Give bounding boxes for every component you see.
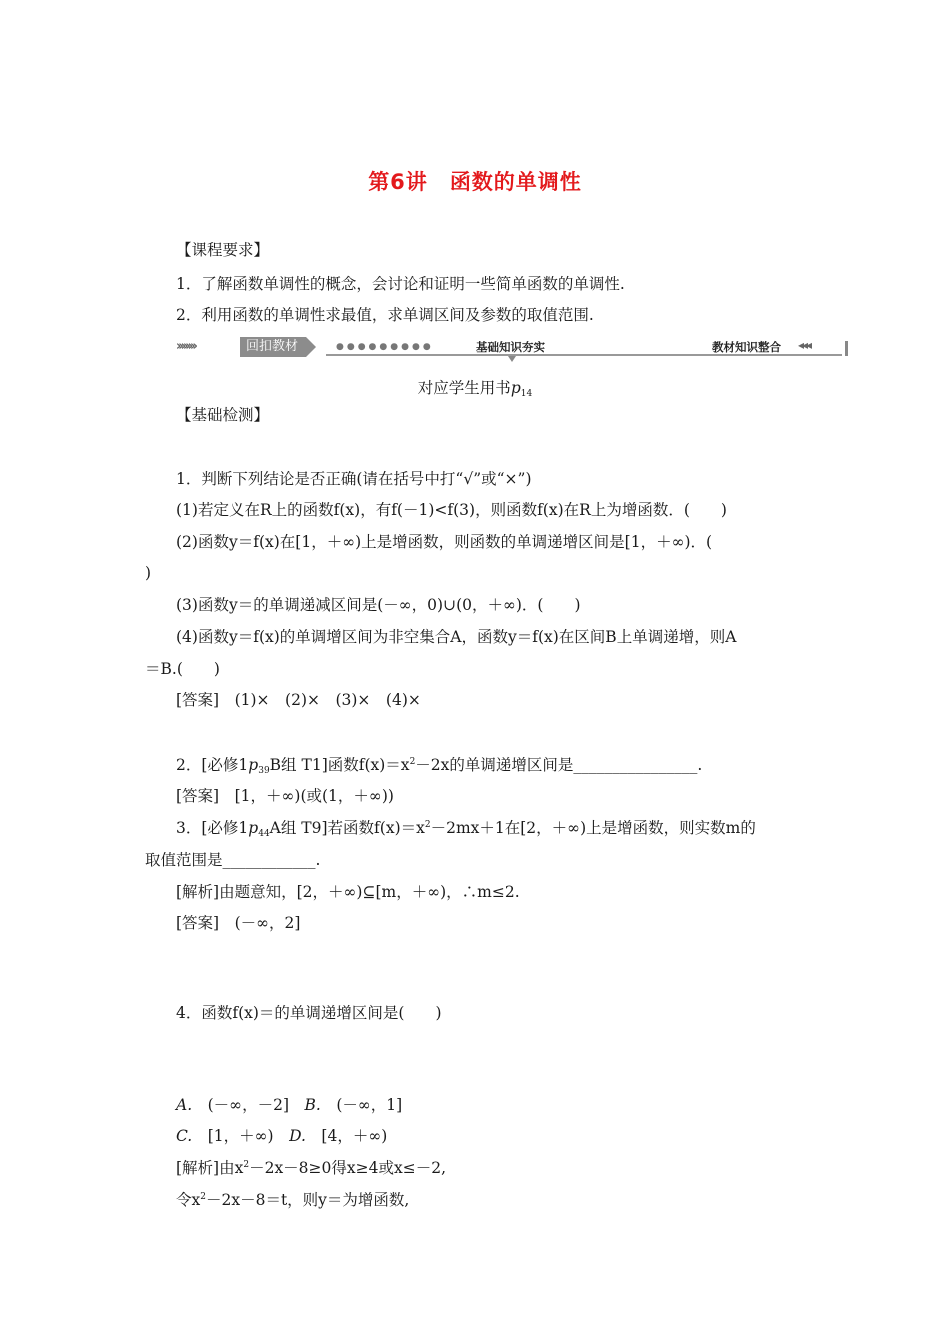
q4-options-cd: C. [1，＋∞) D. [4，＋∞) [176, 1127, 388, 1145]
q1-statement-3: (3)函数y＝的单调递减区间是(－∞，0)∪(0，＋∞)．( ) [176, 596, 581, 614]
q1-statement-1: (1)若定义在R上的函数f(x)，有f(－1)<f(3)，则函数f(x)在R上为增函数．( ) [176, 501, 727, 519]
q1-statement-4: (4)函数y＝f(x)的单调增区间为非空集合A，函数y＝f(x)在区间B上单调递增，则A [176, 628, 737, 646]
requirement-item-1: 1．了解函数单调性的概念，会讨论和证明一些简单函数的单调性. [176, 275, 625, 293]
triangle-down-icon [508, 356, 516, 362]
q3-analysis: [解析]由题意知，[2，＋∞)⊆[m，＋∞)，∴m≤2. [176, 883, 520, 901]
basic-check-header: 【基础检测】 [176, 406, 270, 424]
banner-tag: 回扣教材 [240, 337, 306, 357]
banner-right-label: 教材知识整合 [712, 340, 781, 354]
banner-end-bar [845, 341, 848, 356]
q2-stem: 2．[必修$1p_{39}B$组 T1]函数$f(x)=x^2-2x$的单调递增区间是________________. [176, 756, 703, 776]
lecture-topic: 函数的单调性 [449, 170, 582, 194]
section-banner [176, 337, 848, 359]
lecture-number: 第6讲 [368, 170, 428, 194]
dots-decoration-icon: ●●●●●●●●● [336, 342, 434, 352]
q4-analysis: [解析]由$x^2-2x-8\ge 0$得x≥4或x≤－2, [176, 1159, 446, 1177]
q4-analysis-line-2: 令$x^2-2x-8=t$，则y＝为增函数, [176, 1191, 410, 1209]
q1-statement-4-cont: ＝B.( ) [145, 660, 220, 678]
requirements-header: 【课程要求】 [176, 241, 270, 259]
q4-options-ab: A. (－∞，－2] B. (－∞，1] [176, 1096, 403, 1114]
banner-middle-label: 基础知识夯实 [476, 340, 545, 354]
q4-stem: 4．函数f(x)＝的单调递增区间是( ) [176, 1004, 442, 1022]
requirement-item-2: 2．利用函数的单调性求最值，求单调区间及参数的取值范围. [176, 306, 594, 324]
page-title [0, 166, 950, 196]
double-arrow-right-icon: ›››››››› [176, 339, 195, 354]
q1-statement-2-cont: ) [145, 564, 152, 582]
q3-stem-cont: 取值范围是____________. [145, 851, 321, 869]
q2-answer: [答案] [1，＋∞)(或(1，＋∞)) [176, 787, 394, 805]
q1-statement-2: (2)函数y＝f(x)在[1，＋∞)上是增函数，则函数的单调递增区间是[1，＋∞)．( [176, 533, 713, 551]
q1-stem: 1．判断下列结论是否正确(请在括号中打“√”或“×”) [176, 470, 532, 488]
double-arrow-left-icon: ◂◂◂ [798, 338, 811, 352]
reference-line: 对应学生用书$p_{14}$ [417, 379, 533, 399]
q3-stem: 3．[必修$1p_{44}A$组 T9]若函数$f(x)=x^2-2mx+1$在[2，＋∞)上是增函数，则实数m的 [176, 819, 756, 839]
q3-answer: [答案] (－∞，2] [176, 914, 301, 932]
q1-answer: [答案] (1)× (2)× (3)× (4)× [176, 691, 421, 709]
